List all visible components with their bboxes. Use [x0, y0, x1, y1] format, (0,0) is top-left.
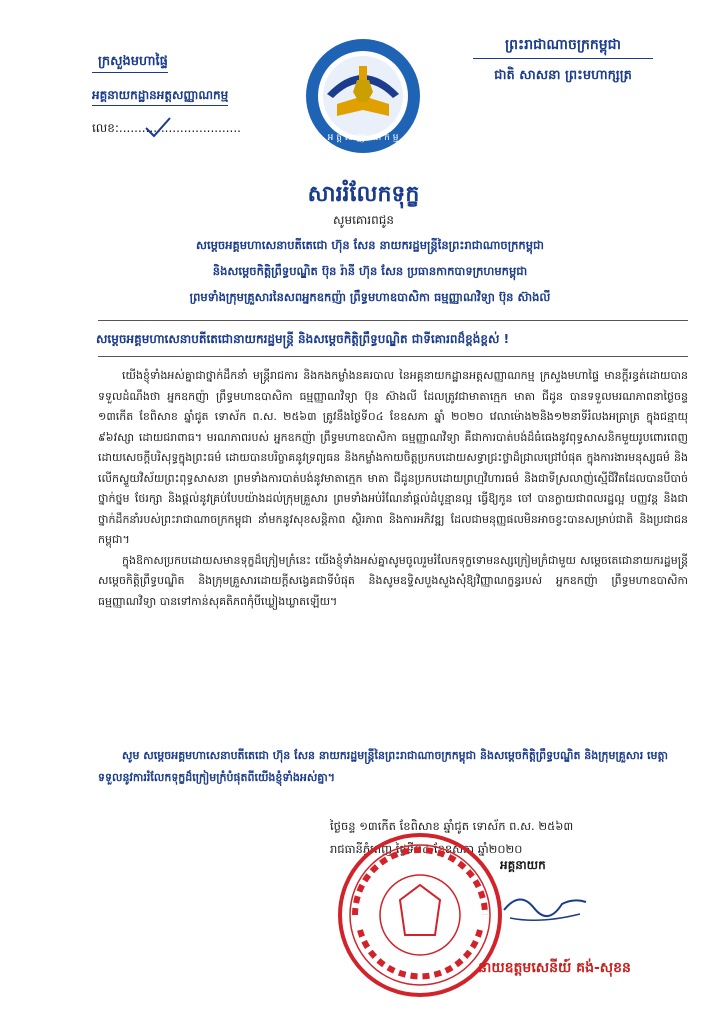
closing-paragraph: [98, 745, 688, 789]
paragraph-2: ក្នុងឱកាសប្រកបដោយសមានទុក្ខដ៏ក្រៀមក្រំនេះ យើងខ្ញុំទាំងអស់គ្នាសូមចូលរួមរំលែកទុក្ខទោមនស្សក្រៀមក្រំជាមួយ សម្ដេចតេជោនាយករដ្ឋមន្ត្រី សម្ដេចកិត្តិព្រឹទ្ធបណ្ឌិត និងក្រុមគ្រួសារដោយក្ដីសង្វេគជាទីបំផុត និងសូមឧទ្ទិសបួងសួងសុំឱ្យវិញ្ញាណក្ខន្ធរបស់ អ្នកឧកញ៉ា ព្រឹទ្ធមហាឧបាសិកា ធម្មញ្ញាណវិទ្យា បានទៅកាន់សុគតិភពកុំបីឃ្លៀងឃ្លាតឡើយ។: [98, 553, 688, 608]
kingdom-name: ព្រះរាជាណាចក្រកម្ពុជា: [473, 35, 653, 59]
reference-number: លេខ:................................: [92, 121, 241, 135]
national-motto: ជាតិ សាសនា ព្រះមហាក្សត្រ: [494, 68, 632, 83]
salutation: សម្ដេចអគ្គមហាសេនាបតីតេជោនាយករដ្ឋមន្ត្រី និងសម្ដេចកិត្តិព្រឹទ្ធបណ្ឌិត ជាទីគោរពដ៏ខ្ពង់ខ្ពស់ !: [96, 332, 510, 346]
divider: [98, 320, 688, 321]
issuer-block: [92, 50, 292, 138]
checkmark-icon: [144, 116, 172, 138]
divider: [98, 356, 688, 357]
addressee-line-2: និងសម្ដេចកិត្តិព្រឹទ្ធបណ្ឌិត ប៊ុន រ៉ានី ហ៊ុន សែន ប្រធានកាកបាទក្រហមកម្ពុជា: [212, 264, 528, 278]
department-name: អគ្គនាយកដ្ឋានអត្តសញ្ញាណកម្ម: [92, 87, 228, 106]
closing-text: សូម សម្ដេចអគ្គមហាសេនាបតីតេជោ ហ៊ុន សែន នាយករដ្ឋមន្ត្រីនៃព្រះរាជាណាចក្រកម្ពុជា និងសម្ដេចកិត្តិព្រឹទ្ធបណ្ឌិត និងក្រុមគ្រួសារ មេត្តាទទួលនូវការរំលែកទុក្ខដ៏ក្រៀមក្រំបំផុតពីយើងខ្ញុំទាំងអស់គ្នា។: [98, 749, 668, 784]
paragraph-1: យើងខ្ញុំទាំងអស់គ្នាជាថ្នាក់ដឹកនាំ មន្ត្រីរាជការ និងកងកម្លាំងនគរបាល នៃអគ្គនាយកដ្ឋានអត្តសញ្ញាណកម្ម ក្រសួងមហាផ្ទៃ មានក្ដីរន្ធត់ដោយបានទទួលដំណឹងថា អ្នកឧកញ៉ា ព្រឹទ្ធមហាឧបាសិកា ធម្មញ្ញាណវិទ្យា ប៊ុន ស៊ាងលី ដែលត្រូវជាមាតាក្មេក មាតា ជីដូន បានទទួលមរណភាពនាថ្ងៃចន្ទ ១៣កើត ខែពិសាខ ឆ្នាំជូត ទោស័ក ព.ស. ២៥៦៣ ត្រូវនឹងថ្ងៃទី០៤ ខែឧសភា ឆ្នាំ ២០២០ វេលាម៉ោង២និង១២នាទីរំលងអធ្រាត្រ ក្នុងជន្មាយុ ៩៦វស្សា ដោយជរាពាធ។ មរណភាពរបស់ អ្នកឧកញ៉ា ព្រឹទ្ធមហាឧបាសិកា ធម្មញ្ញាណវិទ្យា គឺជាការបាត់បង់ដ៏ធំធេងនូវពុទ្ធសាសនិកមួយរូបពោរពេញដោយសេចក្ដីបរិសុទ្ធក្នុងព្រះធម៌ ដោយបានបរិច្ចាគនូវទ្រព្យធន និងកម្លាំងកាយចិត្តប្រកបដោយសទ្ធាជ្រះថ្លាដ៏ជ្រាលជ្រៅបំផុត ក្នុងការងារមនុស្សធម៌ និងលើកស្ទួយវិស័យព្រះពុទ្ធសាសនា ព្រមទាំងការបាត់បង់នូវមាតាក្មេក មាតា ជីដូនប្រកបដោយព្រហ្មវិហារធម៌ និងជាទីស្រលាញ់ស្មើជីវិតដែលបានបីបាច់ថ្នាក់ថ្នម ថែរក្សា និងផ្ដល់នូវគ្រប់បែបយ៉ាងដល់ក្រុមគ្រួសារ ព្រមទាំងអប់រំណែនាំផ្ដល់ដំបូន្មានល្អ ធ្វើឱ្យកូន ចៅ បានក្លាយជាពលរដ្ឋល្អ បញ្ញវន្ត និងជាថ្នាក់ដឹកនាំរបស់ព្រះរាជាណាចក្រកម្ពុជា នាំមកនូវសុខសន្តិភាព ស្ថិរភាព និងការអភិវឌ្ឍ ដែលជាមនុញ្ញផលមិនអាចខ្វះបានសម្រាប់ជាតិ និងប្រជាជនកម្ពុជា។: [98, 369, 688, 546]
letter-title: សាររំលែកទុក្ខ: [307, 182, 420, 207]
kingdom-block: [473, 35, 653, 86]
ministry-name: ក្រសួងមហាផ្ទៃ: [92, 53, 168, 73]
signer-title: អគ្គនាយក: [500, 858, 546, 872]
addressee-line-3: ព្រមទាំងក្រុមគ្រួសារនៃសពអ្នកឧកញ៉ា ព្រឹទ្ធមហាឧបាសិកា ធម្មញ្ញាណវិទ្យា ប៊ុន ស៊ាងលី: [189, 290, 551, 304]
logo-ring-text: អ ត្ត ស ញ្ញា ណ ក ម្ម: [327, 133, 399, 143]
solar-date: រាជធានីភ្នំពេញ ថ្ងៃទី០៤ ខែឧសភា ឆ្នាំ២០២០: [330, 842, 523, 856]
department-logo-icon: [303, 36, 423, 156]
lunar-date: ថ្ងៃចន្ទ ១៣កើត ខែពិសាខ ឆ្នាំជូត ទោស័ក ព.ស. ២៥៦៣: [330, 819, 574, 833]
respect-line: សូមគោរពជូន: [333, 213, 394, 227]
signature-icon: [500, 880, 590, 930]
signer-name: នាយឧត្ដមសេនីយ៍ គង់-សុខន: [478, 960, 631, 976]
letter-body: [98, 366, 688, 612]
addressee-line-1: សម្ដេចអគ្គមហាសេនាបតីតេជោ ហ៊ុន សែន នាយករដ្ឋមន្ត្រីនៃព្រះរាជាណាចក្រកម្ពុជា: [196, 238, 544, 252]
